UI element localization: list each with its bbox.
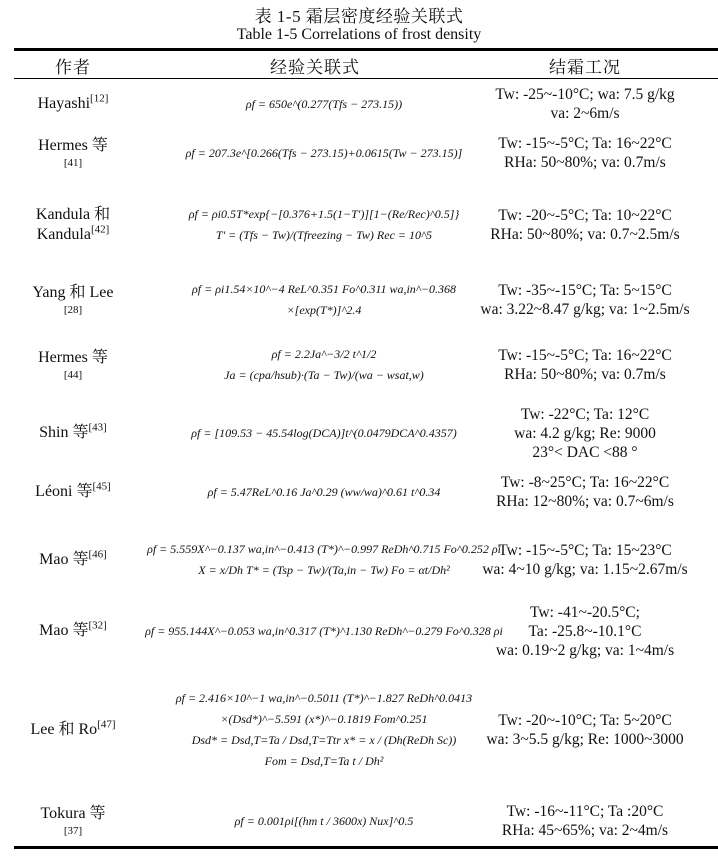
formula-cell (164, 128, 484, 178)
author-name: Mao 等 (39, 622, 89, 639)
formula-line: ρf = [109.53 − 45.54log(DCA)]t^(0.0479DCA^0.4357) (191, 425, 457, 440)
formula-line: ρf = 2.2Ja^−3/2 t^1/2 (271, 347, 377, 361)
condition-line: Tw: -25~-10°C; wa: 7.5 g/kg (495, 86, 675, 103)
table-row (14, 330, 718, 400)
formula-line: ρf = 650e^(0.277(Tfs − 273.15)) (245, 96, 403, 111)
header-formula: 经验关联式 (270, 58, 360, 77)
table-row (14, 82, 718, 126)
formula-cell (164, 180, 484, 270)
formula-cell (164, 798, 484, 844)
header-conditions: 结霜工况 (549, 58, 621, 77)
citation-ref: [47] (97, 718, 116, 731)
conditions-cell (452, 82, 718, 126)
formula-cell (164, 402, 484, 464)
conditions-cell (452, 600, 718, 662)
author-cell (14, 798, 132, 844)
condition-line: Tw: -15~-5°C; Ta: 15~23°C (498, 542, 672, 559)
author-cell (14, 180, 132, 270)
author-cell (14, 522, 132, 598)
condition-line: Tw: -20~-5°C; Ta: 10~22°C (498, 207, 672, 224)
author-name: Mao 等 (39, 551, 89, 568)
condition-line: RHa: 50~80%; va: 0.7m/s (504, 154, 666, 171)
author-name: Yang 和 Lee (32, 284, 114, 301)
table-row (14, 128, 718, 178)
citation-ref: [46] (88, 548, 107, 561)
formula-line: Fom = Dsd,T=Ta t / Dh² (264, 754, 384, 768)
table-row (14, 798, 718, 844)
formula-line: ρf = 0.001ρi[(hm t / 3600x) Nux]^0.5 (234, 813, 414, 828)
condition-line: wa: 3~5.5 g/kg; Re: 1000~3000 (486, 731, 684, 748)
formula-cell (164, 664, 484, 796)
formula-line: ρf = 207.3e^[0.266(Tfs − 273.15)+0.0615(Tw − 273.15)] (185, 145, 463, 160)
author-name: Kandula 和 Kandula (35, 206, 111, 243)
table-bottom-rule (14, 846, 718, 849)
author-name: Léoni 等 (35, 483, 93, 500)
author-cell (14, 272, 132, 328)
author-cell (14, 664, 132, 796)
condition-line: 23°< DAC <88 ° (532, 443, 638, 461)
conditions-cell (452, 128, 718, 178)
author-cell (14, 600, 132, 662)
formula-line: X = x/Dh T* = (Tsp − Tw)/(Ta,in − Tw) Fo = αt/Dh² (198, 563, 450, 577)
conditions-cell (452, 180, 718, 270)
table-top-rule (14, 48, 718, 51)
condition-line: RHa: 50~80%; va: 0.7m/s (504, 366, 666, 383)
formula-line: ρf = 5.47ReL^0.16 Ja^0.29 (ww/wa)^0.61 t^0.34 (207, 484, 441, 499)
author-name: Lee 和 Ro (30, 721, 98, 738)
condition-line: wa: 3.22~8.47 g/kg; va: 1~2.5m/s (480, 301, 690, 318)
condition-line: va: 2~6m/s (550, 105, 620, 122)
formula-line: ×(Dsd*)^−5.591 (x*)^−0.1819 Fom^0.251 (220, 712, 428, 726)
condition-line: Tw: -22°C; Ta: 12°C (520, 405, 650, 423)
formula-cell (164, 82, 484, 126)
author-name: Hermes 等 (38, 349, 108, 366)
table-row (14, 466, 718, 518)
formula-line: Dsd* = Dsd,T=Ta / Dsd,T=Ttr x* = x / (Dh(ReDh Sc)) (191, 733, 457, 747)
author-cell (14, 402, 132, 464)
table-row (14, 402, 718, 464)
author-cell (14, 128, 132, 178)
table-header-rule (14, 78, 718, 79)
author-cell (14, 466, 132, 518)
condition-line: RHa: 45~65%; va: 2~4m/s (501, 822, 669, 839)
condition-line: Tw: -35~-15°C; Ta: 5~15°C (498, 282, 672, 299)
conditions-cell (452, 522, 718, 598)
table-row (14, 180, 718, 270)
conditions-cell (452, 330, 718, 400)
conditions-cell (452, 466, 718, 518)
formula-line: ρf = ρi0.5T*exp{−[0.376+1.5(1−T')][1−(Re/Rec)^0.5]} (188, 207, 460, 221)
formula-cell (164, 466, 484, 518)
condition-line: RHa: 12~80%; va: 0.7~6m/s (496, 493, 674, 510)
citation-ref: [32] (88, 619, 107, 632)
table-caption-chinese: 表 1-5 霜层密度经验关联式 (254, 7, 464, 26)
formula-cell (164, 272, 484, 328)
conditions-cell (452, 798, 718, 844)
conditions-cell (452, 402, 718, 464)
author-cell (14, 330, 132, 400)
citation-ref: [12] (90, 92, 109, 105)
formula-cell (145, 600, 503, 662)
condition-line: Tw: -20~-10°C; Ta: 5~20°C (498, 712, 672, 729)
conditions-cell (452, 272, 718, 328)
table-caption-english: Table 1-5 Correlations of frost density (236, 26, 482, 43)
table-row (14, 664, 718, 796)
header-author: 作者 (55, 58, 91, 77)
formula-line: ρf = 2.416×10^−1 wa,in^−0.5011 (T*)^−1.827 ReDh^0.0413 (175, 691, 473, 705)
table-row (14, 272, 718, 328)
condition-line: Tw: -8~25°C; Ta: 16~22°C (500, 474, 670, 491)
condition-line: Tw: -41~-20.5°C; (530, 603, 640, 621)
citation-ref: [41] (63, 157, 83, 169)
formula-line: ρf = ρi1.54×10^−4 ReL^0.351 Fo^0.311 wa,in^−0.368 (192, 282, 456, 296)
citation-ref: [28] (63, 304, 83, 316)
condition-line: Ta: -25.8~-10.1°C (528, 622, 642, 640)
formula-line: ρf = 5.559X^−0.137 wa,in^−0.413 (T*)^−0.997 ReDh^0.715 Fo^0.252 ρi (147, 542, 501, 556)
formula-line: ×[exp(T*)]^2.4 (286, 303, 362, 317)
formula-line: ρf = 955.144X^−0.053 wa,in^0.317 (T*)^1.130 ReDh^−0.279 Fo^0.328 ρi (145, 623, 503, 638)
citation-ref: [37] (63, 825, 83, 837)
formula-line: Ja = (cpa/hsub)·(Ta − Tw)/(wa − wsat,w) (224, 368, 424, 382)
formula-cell (164, 330, 484, 400)
citation-ref: [43] (88, 421, 107, 434)
condition-line: Tw: -15~-5°C; Ta: 16~22°C (498, 347, 672, 364)
formula-line: T' = (Tfs − Tw)/(Tfreezing − Tw) Rec = 10^5 (215, 228, 433, 242)
conditions-cell (452, 664, 718, 796)
author-cell (14, 82, 132, 126)
table-row (14, 522, 718, 598)
condition-line: Tw: -16~-11°C; Ta :20°C (506, 803, 664, 820)
condition-line: Tw: -15~-5°C; Ta: 16~22°C (498, 135, 672, 152)
author-name: Shin 等 (39, 424, 89, 441)
citation-ref: [44] (63, 369, 83, 381)
condition-line: wa: 4.2 g/kg; Re: 9000 (514, 424, 656, 442)
author-name: Hayashi (37, 95, 91, 112)
condition-line: wa: 0.19~2 g/kg; va: 1~4m/s (495, 641, 675, 659)
author-name: Hermes 等 (38, 137, 108, 154)
formula-cell (147, 522, 501, 598)
author-name: Tokura 等 (40, 805, 106, 822)
citation-ref: [42] (90, 223, 110, 236)
citation-ref: [45] (92, 480, 111, 493)
condition-line: wa: 4~10 g/kg; va: 1.15~2.67m/s (482, 561, 688, 578)
table-row (14, 600, 718, 662)
condition-line: RHa: 50~80%; va: 0.7~2.5m/s (490, 226, 680, 243)
